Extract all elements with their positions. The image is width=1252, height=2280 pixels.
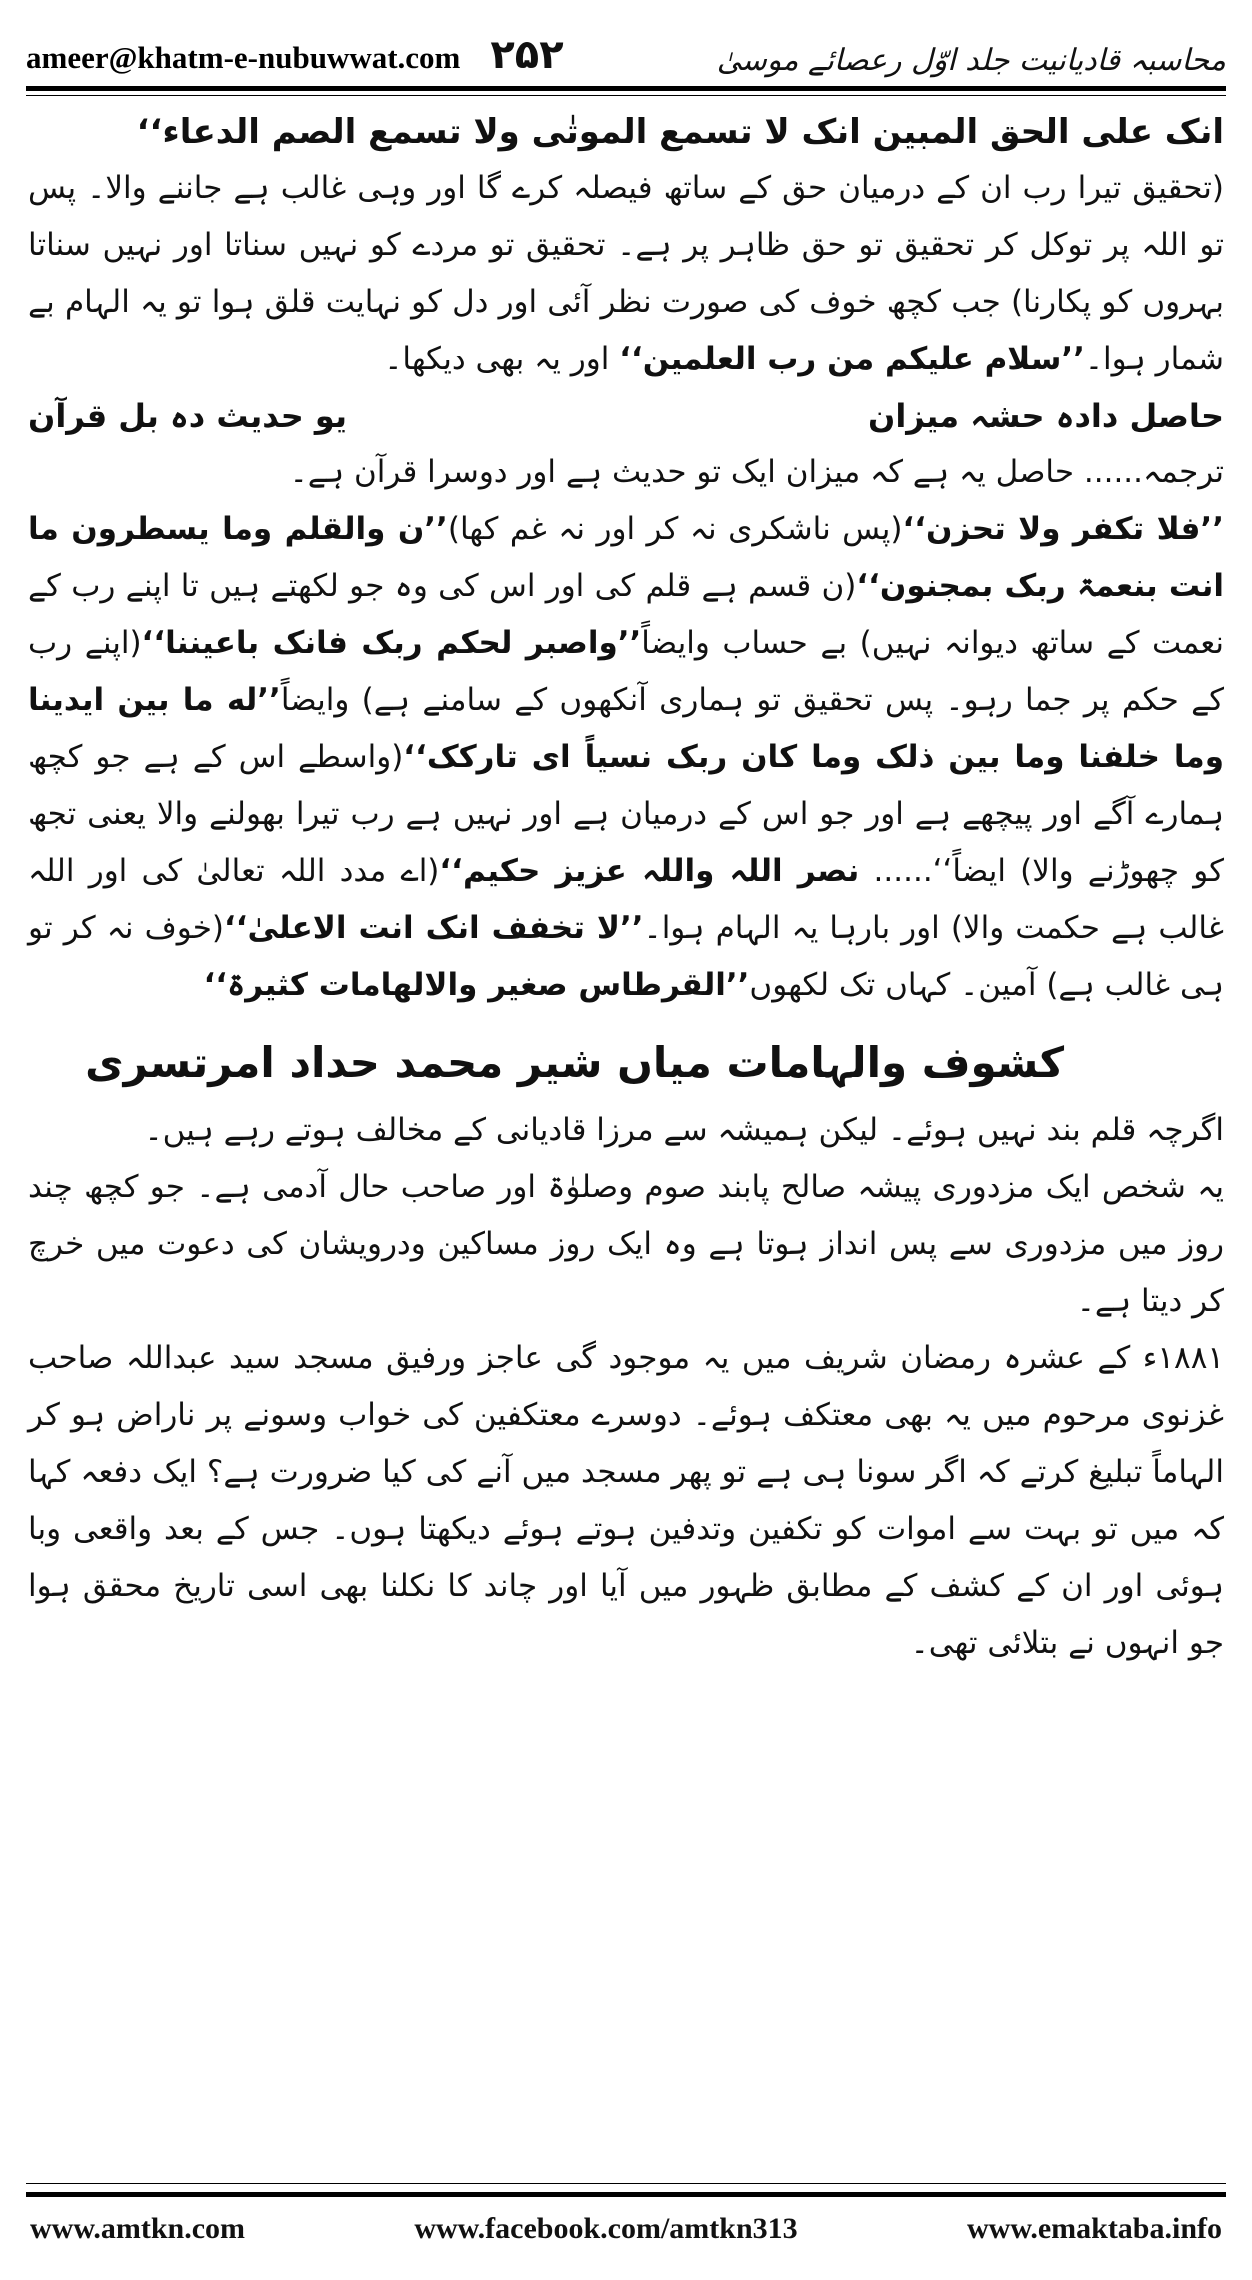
arabic-phrase-7: ’’القرطاس صغیر والالھامات کثیرۃ‘‘ [203, 967, 750, 1003]
header-left [26, 32, 564, 78]
verse-second-half: یو حدیث دہ بل قرآن [28, 397, 347, 435]
header-rule-thin [26, 95, 1226, 96]
arabic-phrase-3: ’’واصبر لحکم ربک فانک باعیننا‘‘ [141, 625, 642, 661]
footer-link-emaktaba[interactable]: www.emaktaba.info [966, 2212, 1222, 2245]
page-footer [30, 2212, 1222, 2246]
paragraph-person: یہ شخص ایک مزدوری پیشہ صالح پابند صوم وصلوٰۃ اور صاحب حال آدمی ہے۔ جو کچھ چند روز میں مزدوری سے پس انداز ہوتا ہے وہ ایک روز مساکین ودرویشان کی دعوت میں خرچ کر دیتا ہے۔ [28, 1169, 1224, 1319]
footer-rule-thick [26, 2192, 1226, 2197]
arabic-verse-line: انک علی الحق المبین انک لا تسمع الموتٰی ولا تسمع الصم الدعاء‘‘ [136, 112, 1224, 152]
verse-translation: ترجمہ...... حاصل یہ ہے کہ میزان ایک تو حدیث ہے اور دوسرا قرآن ہے۔ [289, 454, 1224, 490]
translation-text: (تحقیق تیرا رب ان کے درمیان حق کے ساتھ فیصلہ کرے گا اور وہی غالب ہے جاننے والا۔ پس تو اللہ پر توکل کر تحقیق تو حق ظاہر پر ہے۔ تحقیق تو مردے کو نہیں سناتا اور نہیں سناتا بہروں کو پکارنا) جب کچھ خوف کی صورت نظر آئی اور دل کو نہایت قلق ہوا تو یہ الہام بے شمار ہوا۔ [28, 170, 1224, 377]
paragraph-intro: اگرچہ قلم بند نہیں ہوئے۔ لیکن ہمیشہ سے مرزا قادیانی کے مخالف ہوتے رہے ہیں۔ [144, 1112, 1224, 1148]
urdu-gloss-2: (ن قسم ہے قلم کی اور اس کی وہ جو لکھتے ہیں تا اپنے رب کے نعمت کے ساتھ دیوانہ نہیں) بے حساب وایضاً [28, 568, 1224, 661]
header-rule-thick [26, 86, 1226, 91]
page-body [28, 104, 1224, 1672]
header-email[interactable]: ameer@khatm-e-nubuwwat.com [26, 40, 461, 75]
urdu-gloss-6: (خوف نہ کر تو ہی غالب ہے) آمین۔ کہاں تک لکھوں [28, 910, 1224, 1003]
page-number: ۲۵۲ [490, 32, 564, 78]
urdu-gloss-5: (اے مدد اللہ تعالیٰ کی اور اللہ غالب ہے حکمت والا) اور بارہا یہ الہام ہوا۔ [28, 853, 1224, 946]
arabic-phrase-2: ’’ن والقلم وما یسطرون ما انت بنعمۃ ربک بمجنون‘‘ [28, 511, 1224, 604]
urdu-gloss-3: (اپنے رب کے حکم پر جما رہو۔ پس تحقیق تو ہماری آنکھوں کے سامنے ہے) وایضاً [28, 625, 1224, 718]
footer-rule-thin [26, 2183, 1226, 2184]
footer-link-amtkn[interactable]: www.amtkn.com [30, 2212, 245, 2245]
urdu-gloss-4: (واسطے اس کے ہے جو کچھ ہمارے آگے اور پیچھے ہے اور جو اس کے درمیان ہے اور نہیں ہے رب تیرا بھولنے والا یعنی تجھ کو چھوڑنے والا) ایضاً‘‘...... [28, 739, 1225, 889]
paragraph-incident: ۱۸۸۱ء کے عشرہ رمضان شریف میں یہ موجود گی عاجز ورفیق مسجد سید عبداللہ صاحب غزنوی مرحوم میں یہ بھی معتکف ہوئے۔ دوسرے معتکفین کی خواب وسونے پر ناراض ہو کر الہاماً تبلیغ کرتے کہ اگر سونا ہی ہے تو پھر مسجد میں آنے کی کیا ضرورت ہے؟ ایک دفعہ کہا کہ میں تو بہت سے اموات کو تکفین وتدفین ہوتے ہوئے دیکھتا ہوں۔ جس کے بعد واقعی وبا ہوئی اور ان کے کشف کے مطابق ظہور میں آیا اور چاند کا نکلنا بھی اسی تاریخ محقق ہوا جو انہوں نے بتلائی تھی۔ [28, 1340, 1224, 1661]
persian-verse [28, 388, 1224, 444]
section-heading: کشوف والہامات میاں شیر محمد حداد امرتسری [85, 1038, 1064, 1087]
arabic-phrase-4: ’’له ما بین ایدینا وما خلفنا وما بین ذلک وما کان ربک نسیاً ای تارکک‘‘ [28, 682, 1224, 775]
urdu-gloss-1: (پس ناشکری نہ کر اور نہ غم کھا) [447, 511, 903, 547]
page-header [26, 14, 1226, 78]
arabic-phrase-1: ’’فلا تکفر ولا تحزن‘‘ [902, 511, 1224, 547]
paragraph-translation [28, 160, 1224, 388]
paragraph-end-text: اور یہ بھی دیکھا۔ [384, 341, 610, 377]
arabic-phrase-6: ’’لا تخفف انک انت الاعلیٰ‘‘ [224, 910, 644, 946]
arabic-salutation: ’’سلام علیکم من رب العلمین‘‘ [619, 341, 1085, 377]
verse-first-half: حاصل دادہ حشہ میزان [868, 397, 1224, 435]
book-title: محاسبہ قادیانیت جلد اوّل رعصائے موسیٰ [716, 43, 1226, 78]
revelations-paragraph [28, 501, 1224, 1014]
footer-link-facebook[interactable]: www.facebook.com/amtkn313 [414, 2212, 798, 2245]
arabic-phrase-5: نصر اللہ واللہ عزیز حکیم‘‘ [439, 853, 860, 889]
